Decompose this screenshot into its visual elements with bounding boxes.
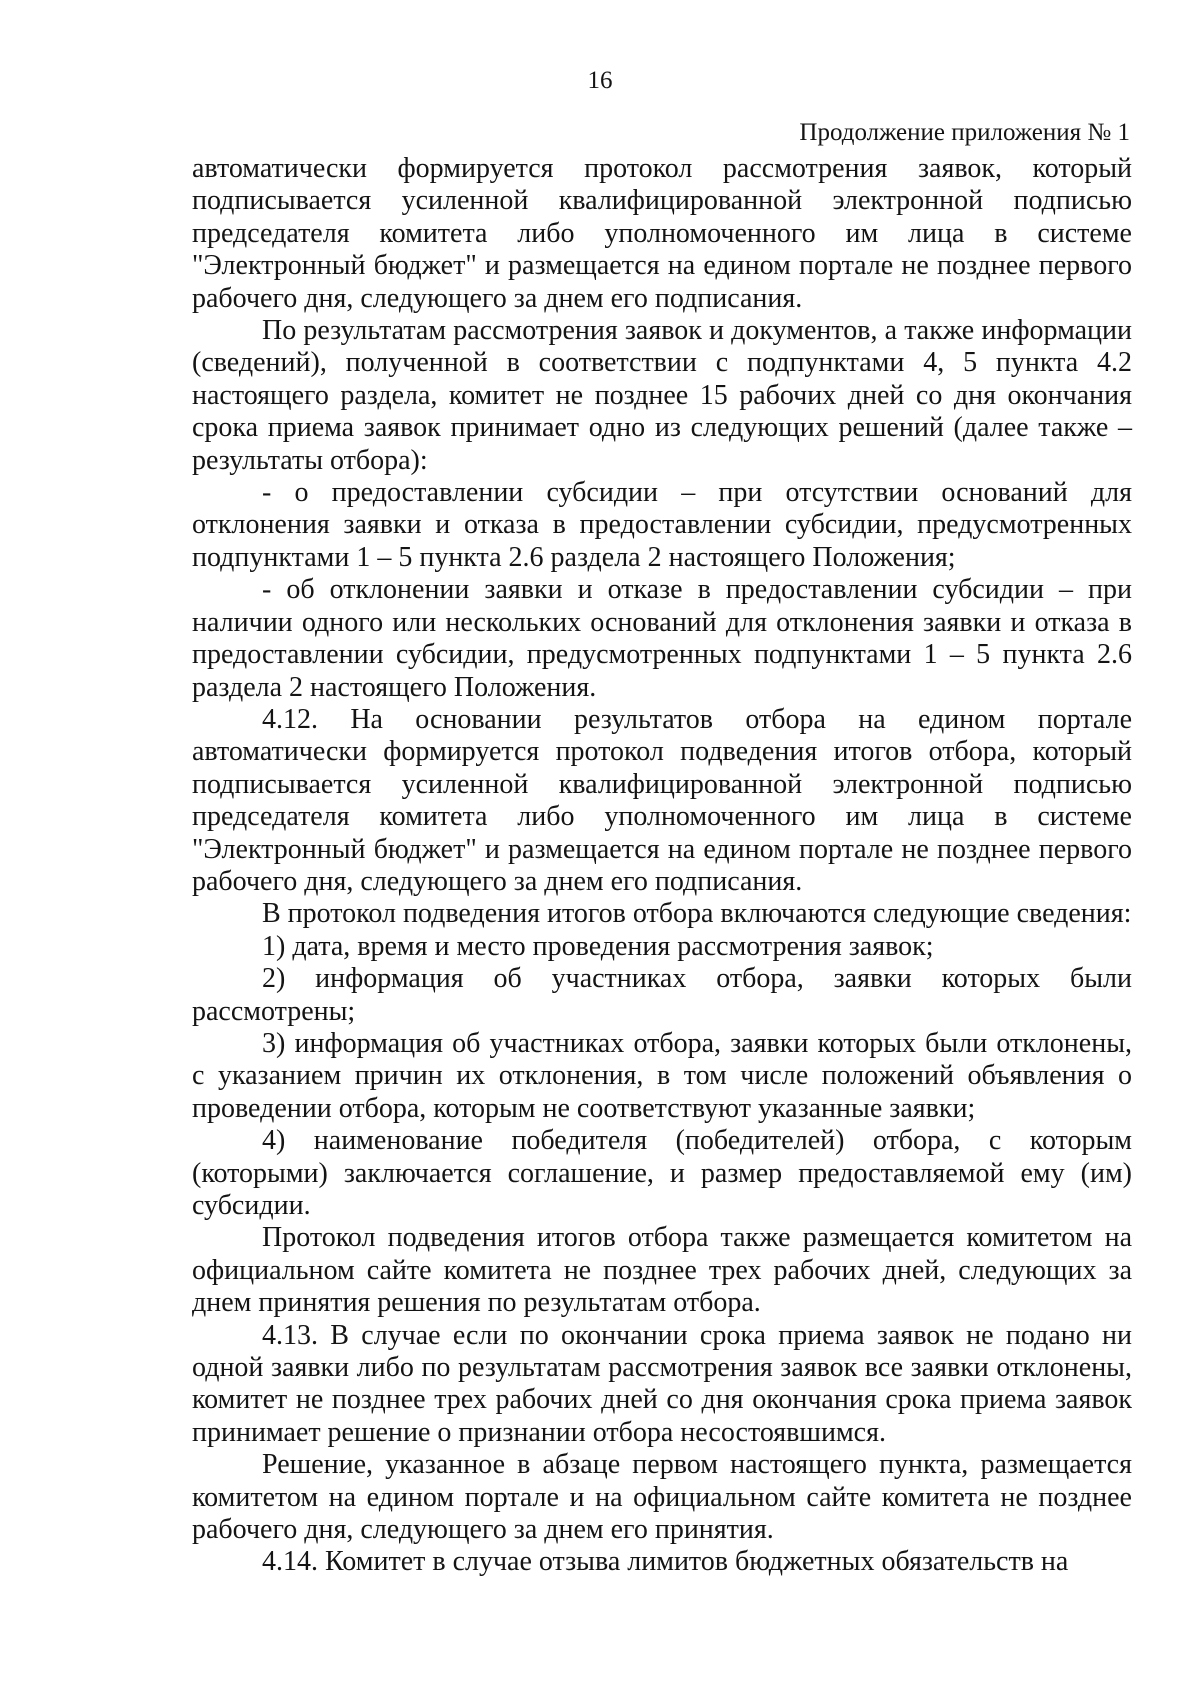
paragraph-protocol-publication: Протокол подведения итогов отбора также размещается комитетом на официальном сайте комитета не позднее трех рабочих дней, следующих за днем принятия решения по результатам отбора. [192,1222,1132,1319]
list-item-1: 1) дата, время и место проведения рассмотрения заявок; [262,930,934,962]
list-item-3: 3) информация об участниках отбора, заявки которых были отклонены, с указанием причин их отклонения, в том числе положений объявления о проведении отбора, которым не соответствуют указанные заявки; [192,1027,1132,1124]
paragraph-review-results: По результатам рассмотрения заявок и документов, а также информации (сведений), полученной в соответствии с подпунктами 4, 5 пункта 4.2 настоящего раздела, комитет не позднее 15 рабочих дней со дня окончания срока приема заявок принимает одно из следующих решений (далее также – результаты отбора): [192,315,1132,476]
appendix-continuation-label: Продолжение приложения № 1 [799,119,1130,146]
document-body [192,153,1132,1579]
list-item-2: 2) информация об участниках отбора, заявки которых были рассмотрены; [192,963,1132,1027]
paragraph-protocol-contents: В протокол подведения итогов отбора включаются следующие сведения: [262,898,1132,930]
paragraph-decision-reject: - об отклонении заявки и отказе в предоставлении субсидии – при наличии одного или нескольких оснований для отклонения заявки и отказа в предоставлении субсидии, предусмотренных подпунктами 1 – 5 пункта 2.6 раздела 2 настоящего Положения. [192,574,1132,703]
page-number: 16 [587,67,613,94]
paragraph-4-12: 4.12. На основании результатов отбора на едином портале автоматически формируется протокол подведения итогов отбора, который подписывается усиленной квалифицированной электронной подписью председателя комитета либо уполномоченного им лица в системе "Электронный бюджет" и размещается на едином портале не позднее первого рабочего дня, следующего за днем его подписания. [192,703,1132,897]
paragraph-protocol-review: автоматически формируется протокол рассмотрения заявок, который подписывается усиленной квалифицированной электронной подписью председателя комитета либо уполномоченного им лица в системе "Электронный бюджет" и размещается на едином портале не позднее первого рабочего дня, следующего за днем его подписания. [192,153,1132,314]
paragraph-decision-grant: - о предоставлении субсидии – при отсутствии оснований для отклонения заявки и отказа в предоставлении субсидии, предусмотренных подпунктами 1 – 5 пункта 2.6 раздела 2 настоящего Положения; [192,477,1132,573]
paragraph-4-14: 4.14. Комитет в случае отзыва лимитов бюджетных обязательств на [262,1546,1069,1578]
paragraph-decision-publication: Решение, указанное в абзаце первом настоящего пункта, размещается комитетом на едином портале и на официальном сайте комитета не позднее рабочего дня, следующего за днем его принятия. [192,1449,1132,1546]
paragraph-4-13: 4.13. В случае если по окончании срока приема заявок не подано ни одной заявки либо по результатам рассмотрения заявок все заявки отклонены, комитет не позднее трех рабочих дней со дня окончания срока приема заявок принимает решение о признании отбора несостоявшимся. [192,1319,1132,1448]
list-item-4: 4) наименование победителя (победителей) отбора, с которым (которыми) заключается соглашение, и размер предоставляемой ему (им) субсидии. [192,1125,1132,1221]
